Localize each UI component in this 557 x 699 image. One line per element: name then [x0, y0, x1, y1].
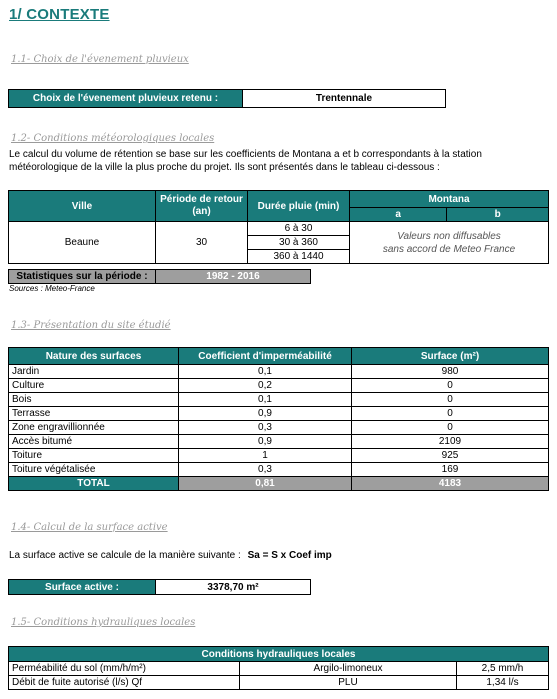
duree-3: 360 à 1440 — [248, 250, 350, 264]
surface-cell: 0 — [352, 379, 549, 393]
nature-cell: Bois — [9, 393, 179, 407]
ville-value: Beaune — [9, 222, 156, 264]
coef-cell: 0,2 — [179, 379, 352, 393]
coef-cell: 0,1 — [179, 365, 352, 379]
intro-paragraph — [9, 148, 549, 174]
coef-cell: 0,1 — [179, 393, 352, 407]
duree-1: 6 à 30 — [248, 222, 350, 236]
table-row — [9, 662, 549, 676]
stats-label: Statistiques sur la période : — [9, 270, 156, 284]
page-title: 1/ CONTEXTE — [9, 6, 110, 23]
table-row — [9, 421, 549, 435]
col-periode: Période de retour (an) — [156, 191, 248, 222]
col-ville: Ville — [9, 191, 156, 222]
table-row — [9, 393, 549, 407]
montana-note-line-1: Valeurs non diffusables — [397, 230, 501, 242]
periode-value: 30 — [156, 222, 248, 264]
total-label: TOTAL — [9, 477, 179, 491]
col-a: a — [350, 208, 447, 222]
surface-cell: 0 — [352, 407, 549, 421]
surfaces-table — [8, 347, 549, 491]
col-coef: Coefficient d'imperméabilité — [179, 348, 352, 365]
table-row — [9, 407, 549, 421]
table-row — [9, 365, 549, 379]
table-row — [9, 463, 549, 477]
surface-cell: 0 — [352, 421, 549, 435]
total-coef: 0,81 — [179, 477, 352, 491]
col-duree: Durée pluie (min) — [248, 191, 350, 222]
coef-cell: 0,3 — [179, 463, 352, 477]
nature-cell: Jardin — [9, 365, 179, 379]
coef-cell: 0,9 — [179, 407, 352, 421]
intro-line-1: Le calcul du volume de rétention se base sur les coefficients de Montana a et b correspondants à la station — [9, 149, 482, 160]
surface-cell: 980 — [352, 365, 549, 379]
event-choice-label: Choix de l'évenement pluvieux retenu : — [9, 90, 243, 108]
section-heading-1-1: 1.1- Choix de l'évenement pluvieux — [11, 54, 189, 65]
section-heading-1-3: 1.3- Présentation du site étudié — [11, 320, 171, 331]
montana-table — [8, 190, 549, 264]
active-surface-label: Surface active : — [9, 580, 156, 595]
table-row — [9, 449, 549, 463]
montana-note — [350, 222, 549, 264]
total-surface: 4183 — [352, 477, 549, 491]
surface-cell: 0 — [352, 393, 549, 407]
surface-cell: 925 — [352, 449, 549, 463]
stats-value: 1982 - 2016 — [156, 270, 311, 284]
coef-cell: 1 — [179, 449, 352, 463]
nature-cell: Toiture végétalisée — [9, 463, 179, 477]
col-nature: Nature des surfaces — [9, 348, 179, 365]
nature-cell: Accès bitumé — [9, 435, 179, 449]
montana-note-line-2: sans accord de Meteo France — [382, 243, 516, 255]
col-surface: Surface (m²) — [352, 348, 549, 365]
hydraulic-mid: PLU — [240, 676, 457, 690]
table-row — [9, 435, 549, 449]
surface-cell: 2109 — [352, 435, 549, 449]
table-row — [9, 379, 549, 393]
section-heading-1-4: 1.4- Calcul de la surface active — [11, 522, 168, 533]
hydraulic-label: Débit de fuite autorisé (l/s) Qf — [9, 676, 240, 690]
table-row — [9, 676, 549, 690]
total-row — [9, 477, 549, 491]
event-choice-value: Trentennale — [243, 90, 446, 108]
sources-note: Sources : Meteo-France — [9, 284, 95, 293]
coef-cell: 0,3 — [179, 421, 352, 435]
active-surface-value: 3378,70 m² — [156, 580, 311, 595]
nature-cell: Terrasse — [9, 407, 179, 421]
hydraulic-mid: Argilo-limoneux — [240, 662, 457, 676]
col-b: b — [447, 208, 549, 222]
active-surface-formula: Sa = S x Coef imp — [247, 550, 332, 561]
col-montana: Montana — [350, 191, 549, 208]
active-surface-text — [9, 550, 332, 561]
hydraulic-title: Conditions hydrauliques locales — [9, 647, 549, 662]
nature-cell: Zone engravillionnée — [9, 421, 179, 435]
surface-cell: 169 — [352, 463, 549, 477]
hydraulic-value: 1,34 l/s — [457, 676, 549, 690]
coef-cell: 0,9 — [179, 435, 352, 449]
duree-2: 30 à 360 — [248, 236, 350, 250]
section-heading-1-2: 1.2- Conditions météorologiques locales — [11, 133, 215, 144]
event-choice-table — [8, 89, 446, 108]
nature-cell: Culture — [9, 379, 179, 393]
nature-cell: Toiture — [9, 449, 179, 463]
hydraulic-value: 2,5 mm/h — [457, 662, 549, 676]
hydraulic-table — [8, 646, 549, 690]
active-surface-table — [8, 579, 311, 595]
section-heading-1-5: 1.5- Conditions hydrauliques locales — [11, 617, 196, 628]
hydraulic-label: Perméabilité du sol (mm/h/m²) — [9, 662, 240, 676]
intro-line-2: météorologique de la ville la plus proche du projet. Ils sont présentés dans le tableau ci-dessous : — [9, 162, 440, 173]
active-surface-sentence: La surface active se calcule de la manière suivante : — [9, 550, 241, 561]
stats-table — [8, 269, 311, 284]
